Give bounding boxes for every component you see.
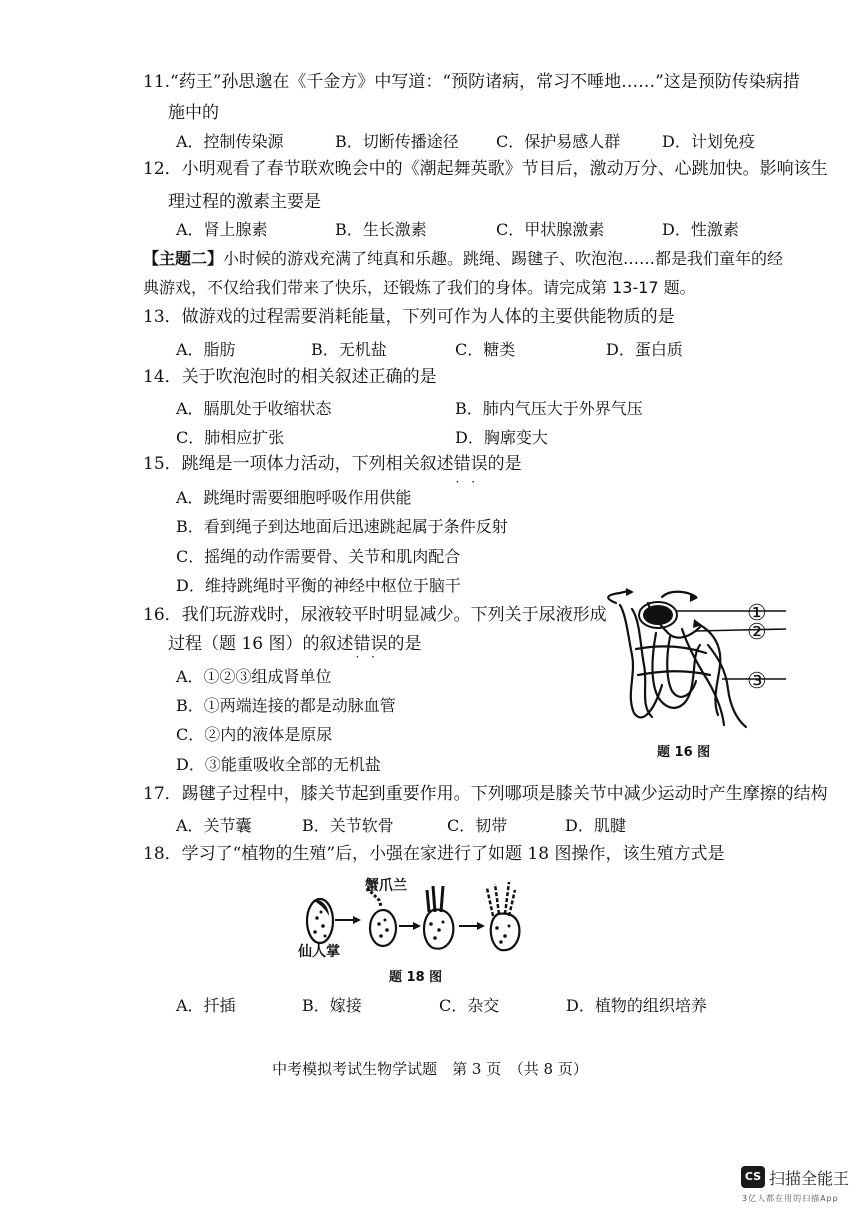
q12-option-b: B．生长激素 [335, 220, 427, 239]
q18-option-b: B．嫁接 [302, 996, 362, 1015]
q17-option-a: A．关节囊 [176, 816, 252, 835]
q17-option-b: B．关节软骨 [302, 816, 394, 835]
q15-stem-emphasis: 错误 · · [454, 454, 488, 474]
camscanner-name: 扫描全能王 [769, 1169, 850, 1188]
q15-stem-post: 的是 [487, 454, 522, 474]
q12-option-a: A．肾上腺素 [176, 220, 268, 239]
q18-option-d: D．植物的组织培养 [566, 996, 707, 1015]
figure-16-caption: 题 16 图 [657, 745, 711, 760]
figure-18-label-zygocactus: 蟹爪兰 [365, 878, 407, 894]
q16-stem-pre: 过程（题 16 图）的叙述 [168, 634, 354, 654]
q17-option-d: D．肌腱 [565, 816, 626, 835]
q16-option-d: D．③能重吸收全部的无机盐 [176, 755, 381, 774]
q13-option-d: D．蛋白质 [606, 340, 683, 359]
q13-option-b: B．无机盐 [311, 340, 387, 359]
q15-option-c: C．摇绳的动作需要骨、关节和肌肉配合 [176, 547, 461, 566]
q12-stem-cont: 理过程的激素主要是 [168, 192, 321, 212]
q16-option-a: A．①②③组成肾单位 [176, 667, 332, 686]
q15-stem [143, 452, 522, 476]
nephron-label-2: ② [747, 620, 767, 645]
q16-stem-emphasis: 错误 · · [353, 634, 387, 654]
nephron-figure [596, 585, 816, 735]
q11-stem: 11.“药王”孙思邈在《千金方》中写道：“预防诸病，常习不唾地……”这是预防传染病措 [143, 72, 800, 92]
q17-option-c: C．韧带 [447, 816, 508, 835]
q14-option-b: B．肺内气压大于外界气压 [455, 399, 643, 418]
q11-option-b: B．切断传播途径 [335, 132, 459, 151]
camscanner-logo-icon: CS [741, 1166, 765, 1188]
q14-option-d: D．胸廓变大 [455, 428, 548, 447]
q15-stem-pre: 15．跳绳是一项体力活动，下列相关叙述 [143, 454, 454, 474]
q11-stem-cont: 施中的 [168, 103, 219, 123]
q16-stem: 16．我们玩游戏时，尿液较平时明显减少。下列关于尿液形成 [143, 605, 607, 625]
q15-option-a: A．跳绳时需要细胞呼吸作用供能 [176, 488, 412, 507]
q12-option-d: D．性激素 [662, 220, 739, 239]
q12-option-c: C．甲状腺激素 [496, 220, 605, 239]
q11-option-a: A．控制传染源 [176, 132, 284, 151]
figure-18-caption: 题 18 图 [389, 970, 443, 985]
q18-option-c: C．杂交 [439, 996, 500, 1015]
q16-option-c: C．②内的液体是原尿 [176, 725, 333, 744]
nephron-label-1: ① [747, 601, 767, 626]
camscanner-tagline: 3亿人都在用的扫描App [742, 1194, 839, 1203]
q17-stem: 17．踢毽子过程中，膝关节起到重要作用。下列哪项是膝关节中减少运动时产生摩擦的结构 [143, 784, 828, 804]
q16-stem-cont [168, 629, 421, 654]
theme2-tag: 【主题二】 [143, 249, 224, 268]
theme2-intro-cont: 典游戏，不仅给我们带来了快乐，还锻炼了我们的身体。请完成第 13-17 题。 [143, 278, 696, 297]
q18-option-a: A．扦插 [176, 996, 236, 1015]
nephron-label-3: ③ [747, 669, 767, 694]
q15-option-d: D．维持跳绳时平衡的神经中枢位于脑干 [176, 576, 461, 595]
theme2-text: 小时候的游戏充满了纯真和乐趣。跳绳、踢毽子、吹泡泡……都是我们童年的经 [223, 249, 784, 268]
page-footer: 中考模拟考试生物学试题 第 3 页 （共 8 页） [272, 1060, 588, 1078]
q11-option-d: D．计划免疫 [662, 132, 755, 151]
theme2-intro [143, 246, 783, 269]
q13-stem: 13．做游戏的过程需要消耗能量，下列可作为人体的主要供能物质的是 [143, 307, 675, 327]
q12-stem: 12．小明观看了春节联欢晚会中的《潮起舞英歌》节目后，激动万分、心跳加快。影响该生 [143, 159, 828, 179]
q16-option-b: B．①两端连接的都是动脉血管 [176, 696, 396, 715]
q18-stem: 18．学习了“植物的生殖”后，小强在家进行了如题 18 图操作，该生殖方式是 [143, 844, 725, 864]
figure-18-label-cactus: 仙人掌 [298, 944, 340, 960]
q11-option-c: C．保护易感人群 [496, 132, 621, 151]
q14-stem: 14．关于吹泡泡时的相关叙述正确的是 [143, 367, 437, 387]
q13-option-c: C．糖类 [455, 340, 516, 359]
q15-option-b: B．看到绳子到达地面后迅速跳起属于条件反射 [176, 517, 508, 536]
q13-option-a: A．脂肪 [176, 340, 236, 359]
q14-option-c: C．肺相应扩张 [176, 428, 285, 447]
q16-stem-post: 的是 [387, 634, 422, 654]
q14-option-a: A．膈肌处于收缩状态 [176, 399, 332, 418]
